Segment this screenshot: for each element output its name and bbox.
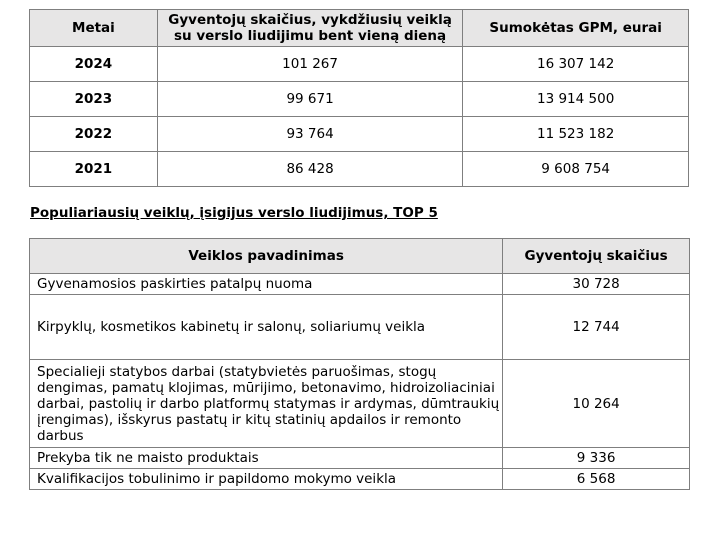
activity-name-cell: Specialieji statybos darbai (statybvietės paruošimas, stogų dengimas, pamatų klojimas, mūrijimo, betonavimo, hidroizoliaciniai darbai, pastolių ir darbo platformų statymas ir ardymas, dūmtraukių įrengimas), išskyrus pastatų ir kitų statinių apdailos ir remonto darbus	[30, 360, 503, 448]
year-cell: 2021	[30, 152, 158, 187]
table-row	[30, 274, 690, 295]
header-gpm: Sumokėtas GPM, eurai	[463, 10, 689, 47]
table-row	[30, 448, 690, 469]
year-cell: 2024	[30, 47, 158, 82]
residents-cell: 101 267	[157, 47, 463, 82]
residents-cell: 86 428	[157, 152, 463, 187]
activity-count-cell: 6 568	[503, 469, 690, 490]
gpm-by-year-table	[29, 9, 689, 187]
table-row	[30, 469, 690, 490]
table-row	[30, 295, 690, 360]
header-year: Metai	[30, 10, 158, 47]
header-resident-count: Gyventojų skaičius	[503, 239, 690, 274]
activity-name-cell: Prekyba tik ne maisto produktais	[30, 448, 503, 469]
table-row	[30, 360, 690, 448]
activity-name-cell: Kirpyklų, kosmetikos kabinetų ir salonų, soliariumų veikla	[30, 295, 503, 360]
table-row	[30, 47, 689, 82]
year-cell: 2022	[30, 117, 158, 152]
gpm-cell: 16 307 142	[463, 47, 689, 82]
activity-name-cell: Gyvenamosios paskirties patalpų nuoma	[30, 274, 503, 295]
table-row	[30, 82, 689, 117]
header-residents: Gyventojų skaičius, vykdžiusių veiklą su verslo liudijimu bent vieną dieną	[157, 10, 463, 47]
table-header-row	[30, 10, 689, 47]
table-row	[30, 117, 689, 152]
year-cell: 2023	[30, 82, 158, 117]
top5-activities-table	[29, 238, 690, 490]
gpm-cell: 13 914 500	[463, 82, 689, 117]
gpm-cell: 9 608 754	[463, 152, 689, 187]
table-row	[30, 152, 689, 187]
activity-count-cell: 10 264	[503, 360, 690, 448]
activity-count-cell: 9 336	[503, 448, 690, 469]
activity-name-cell: Kvalifikacijos tobulinimo ir papildomo mokymo veikla	[30, 469, 503, 490]
top5-subtitle: Populiariausių veiklų, įsigijus verslo liudijimus, TOP 5	[30, 205, 438, 221]
activity-count-cell: 12 744	[503, 295, 690, 360]
activity-count-cell: 30 728	[503, 274, 690, 295]
gpm-cell: 11 523 182	[463, 117, 689, 152]
residents-cell: 93 764	[157, 117, 463, 152]
header-activity-name: Veiklos pavadinimas	[30, 239, 503, 274]
residents-cell: 99 671	[157, 82, 463, 117]
table-header-row	[30, 239, 690, 274]
